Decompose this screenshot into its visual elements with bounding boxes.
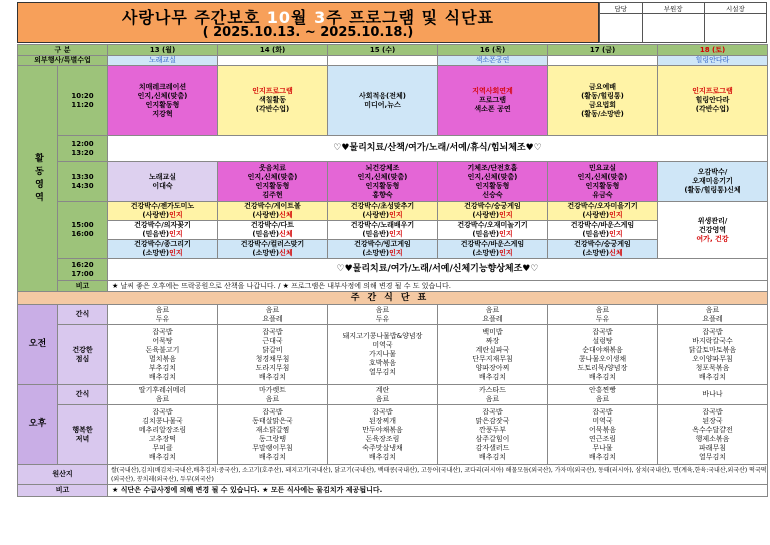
program-line: 인지프로그램 [692,87,733,95]
program-line: (사랑반)인지 [472,211,513,219]
menu-item: 두유 [595,314,610,323]
table-row [18,465,768,485]
evening-banner: ♡♥물리치료/여가/노래/서예/신체기능향상체조♥♡ [108,259,768,281]
approval-label-2: 부원장 [642,3,704,14]
menu-item: 무나물 [592,443,613,452]
menu-item: 음료 [265,394,280,403]
menu-item: 옥수수달걀전 [692,425,733,434]
program-cell [328,221,438,240]
menu-item: 음료 [155,305,170,314]
day-header: 18 (토) [658,45,768,56]
menu-item: 감자샐러드 [475,443,510,452]
menu-item: 근대국 [262,336,283,345]
program-cell [548,221,658,240]
program-line: (믿음반)인지 [362,230,403,238]
menu-item: 안흥찐빵 [588,385,617,394]
activity-section-label: 활동영역 [18,66,58,292]
lunch-break-banner: ♡♥물리치료/산책/여가/노래/서예/휴식/힘뇌체조♥♡ [108,136,768,162]
menu-item: 잡곡밥 [152,327,173,336]
program-line: 오재미응기기 [692,177,733,185]
outside-event [218,56,328,66]
meal-notes-label: 비고 [18,485,108,497]
menu-item: 백미밥 [482,327,503,336]
menu-item: 청포묵볶음 [695,363,730,372]
menu-item: 동태살맑은국 [252,416,293,425]
program-cell [548,202,658,221]
menu-item: 단무지재무침 [472,354,513,363]
program-line: 건강박수/바운스게임 [460,240,525,248]
menu-item: 잡곡밥 [592,407,613,416]
day-header: 13 (월) [108,45,218,56]
menu-item: 바나나 [702,390,723,398]
menu-item: 잡곡밥 [262,407,283,416]
time-slot: 15:00 16:00 [58,202,108,259]
program-line: 지강혁 [152,109,173,118]
program-line: (소망반)인지 [362,249,403,257]
table-row [18,305,768,325]
menu-item: 양파장아찌 [475,363,510,372]
menu-cell [438,405,548,465]
sheet-header [17,2,599,43]
approval-sign-3[interactable] [704,14,766,43]
program-line: 인지,신체(맞춤) [247,172,298,181]
outside-event [548,56,658,66]
menu-item: 삼주갈힘이 [475,434,510,443]
menu-item: 도토리묵/양념장 [577,363,628,372]
program-line: 색칠활동 [258,96,287,104]
program-line: 건강영역 [698,225,727,234]
notes-label: 비고 [58,281,108,292]
time-slot: 10:20 11:20 [58,66,108,136]
menu-cell [218,305,328,325]
program-line: 인지활동형 [255,181,290,190]
program-line: 인지,신체(맞춤) [577,172,628,181]
program-cell [548,66,658,136]
menu-item: 배추김치 [698,372,727,381]
menu-item: 짜장 [485,336,500,345]
program-cell [328,240,438,259]
menu-item: 배추김치 [588,372,617,381]
program-line: 이대숙 [152,181,173,190]
program-cell [438,221,548,240]
program-line: 프로그램 [478,96,507,104]
day-header: 16 (목) [438,45,548,56]
day-header: 14 (화) [218,45,328,56]
origin-info: 쌀(국내산),김치(배김치:국내산,배추김치:중국산), 소고기(호주산), 돼지고기(국내산), 닭고기(국내산), 백태콩(국내산), 고등어(국내산), 코다리(러시아) 해물모듬(외국산), 가자미(외국산), 동태(러시아), 삼치(국내산), 면(계육,한육:국내산,외국산) 떡국떡(외국산), 꽁치레(외국산), 두부(외국산) [108,465,768,485]
menu-item: 계란실파국 [475,345,510,354]
table-row [18,66,768,136]
menu-item: 김치콩나물국 [142,416,183,425]
menu-item: 음료 [375,305,390,314]
menu-item: 음료 [595,394,610,403]
program-line: (소망반)신체 [582,249,623,257]
time-slot: 12:00 13:20 [58,136,108,162]
table-row [18,240,768,259]
menu-cell [328,385,438,405]
menu-item: 요플레 [702,314,723,323]
program-cell [328,66,438,136]
menu-item: 미역국 [372,341,393,349]
snack-label: 간식 [58,385,108,405]
menu-item: 어묵볶음 [588,425,617,434]
menu-item: 음료 [595,305,610,314]
program-line: (사랑반)신체 [252,211,293,219]
menu-item: 설렁탕 [592,336,613,345]
menu-cell [328,405,438,465]
menu-item: 요플레 [262,314,283,323]
schedule-table [17,44,768,497]
menu-cell [438,325,548,385]
program-line: 홍향숙 [372,190,393,199]
table-row [18,385,768,405]
time-slot: 13:30 14:30 [58,162,108,202]
program-line: 인지,신체(맞춤) [357,172,408,181]
menu-item: 가지나물 [368,350,397,358]
program-line: (각반수업) [255,105,290,113]
program-line: (사랑반)인지 [362,211,403,219]
program-line: (믿음반)인지 [582,230,623,238]
time-slot: 16:20 17:00 [58,259,108,281]
menu-item: 음료 [155,394,170,403]
menu-item: 오이양파무침 [692,354,733,363]
program-line: (사랑반)인지 [582,211,623,219]
title-month-unit: 월 [291,8,308,27]
menu-item: 멸치볶음 [148,354,177,363]
program-line: (소망반)인지 [142,249,183,257]
program-line: 민요교실 [588,163,617,172]
title-week: 3 [314,8,327,27]
menu-item: 계란 [375,385,390,394]
menu-item: 배추김치 [588,452,617,461]
menu-cell [218,405,328,465]
program-cell [328,162,438,202]
program-line: 색소폰 공연 [474,105,511,113]
menu-item: 열무김치 [698,452,727,461]
program-cell [548,240,658,259]
table-row [18,259,768,281]
table-row [18,281,768,292]
menu-item: 잡곡밥 [372,407,393,416]
program-line: 오감박수/ [697,168,728,176]
menu-item: 콩나물오이생채 [578,354,627,363]
program-cell [548,162,658,202]
menu-item: 딸기후레쉬메리 [138,385,187,394]
program-cell [108,240,218,259]
approval-label-3: 시설장 [704,3,766,14]
program-cell [658,162,768,202]
menu-item: 어묵탕 [152,336,173,345]
program-line: 건강박수/초성맞추기 [350,202,415,210]
menu-item: 카스타드 [478,385,507,394]
meal-notes: ★ 식단은 수급사정에 의해 변경 될 수 있습니다. ★ 모든 식사에는 물김치가 제공됩니다. [108,485,768,497]
origin-label: 원산지 [18,465,108,485]
menu-item: 된장국 [702,416,723,425]
program-line: 기체조/단전호흡 [467,163,518,172]
menu-item: 닭갈토마토볶음 [688,345,737,354]
program-line: 건강박수/게이트볼 [244,202,301,210]
program-line: (각반수업) [695,105,730,113]
menu-item: 배추김치 [148,372,177,381]
menu-item: 두유 [375,314,390,323]
program-line: 치매레크레이션 [138,82,187,91]
program-line: 인지활동형 [585,181,620,190]
outside-event: 노래교실 [108,56,218,66]
program-line: 건강박수/노래배우기 [350,221,415,229]
meal-table-title: 주간식단표 [18,292,768,305]
program-cell [438,202,548,221]
menu-item: 잡곡밥 [592,327,613,336]
program-line: 건강박수/빙고게임 [354,240,411,248]
menu-item: 숙주맛살냉채 [362,443,403,452]
menu-cell [438,385,548,405]
program-line: 미디어,뉴스 [364,100,401,109]
program-line: 건강박수/숭궁게임 [464,202,521,210]
menu-item: 음료 [705,305,720,314]
menu-item: 열무김치 [368,368,397,376]
program-line: 웃음치료 [258,163,287,172]
menu-cell [658,305,768,325]
menu-item: 음료 [485,394,500,403]
program-line: (사랑반)인지 [142,211,183,219]
table-row [18,405,768,465]
menu-cell [328,305,438,325]
program-cell [108,66,218,136]
menu-cell [108,405,218,465]
menu-cell [218,325,328,385]
program-line: (믿음반)인지 [142,230,183,238]
program-cell [218,202,328,221]
program-line: 힐링안다라 [695,96,730,104]
menu-item: 잡곡밥 [152,407,173,416]
program-line: 인지활동형 [145,100,180,109]
day-header: 17 (금) [548,45,658,56]
menu-item: 만두야채볶음 [362,425,403,434]
afternoon-label: 오후 [18,385,58,465]
table-row [18,45,768,56]
menu-item: 무말랭이무침 [252,443,293,452]
menu-cell [548,325,658,385]
menu-item: 재소닭갈찜 [255,425,290,434]
menu-item: 잡곡밥 [262,327,283,336]
program-line: (활동/힐링통) [581,91,624,100]
menu-item: 닭갈비 [262,345,283,354]
title-suffix: 주 프로그램 및 식단표 [326,8,495,27]
menu-item: 배추김치 [368,452,397,461]
menu-cell [108,385,218,405]
title-month: 10 [266,8,292,27]
approval-box [599,2,767,43]
menu-cell [108,325,218,385]
snack-label: 간식 [58,305,108,325]
table-row [18,221,768,240]
menu-item: 배추김치 [258,372,287,381]
menu-item: 돼지고기콩나물밥&양념장 [342,332,423,340]
program-line: (활동/힐링통)신체 [684,186,741,194]
lunch-label: 건강한 점심 [58,325,108,385]
menu-item: 배추김치 [478,372,507,381]
program-line: 인지,신체(맞춤) [137,91,188,100]
menu-item: 행제소볶음 [695,434,730,443]
program-line: 건강박수/종그리기 [134,240,191,248]
program-line: (소망반)신체 [252,249,293,257]
menu-item: 호박볶음 [368,359,397,367]
morning-label: 오전 [18,305,58,385]
menu-item: 잡곡밥 [482,407,503,416]
program-line: 금요법회 [588,100,617,109]
program-line: 건강박수/의자꽂기 [134,221,191,229]
program-cell [438,66,548,136]
menu-item: 음료 [265,305,280,314]
program-cell [218,66,328,136]
menu-item: 메추리알장조림 [138,425,187,434]
menu-item: 파래무침 [698,443,727,452]
program-line: 위생관리/ [697,216,728,225]
menu-item: 돈육불고기 [145,345,180,354]
program-cell [108,202,218,221]
menu-item: 두유 [155,314,170,323]
menu-cell [328,325,438,385]
program-line: 인지,신체(맞춤) [467,172,518,181]
program-line: (믿음반)인지 [472,230,513,238]
program-cell [658,202,768,259]
program-line: 사회적응(전체) [359,91,406,100]
program-cell [658,66,768,136]
program-cell [218,162,328,202]
program-line: 노래교실 [148,172,177,181]
menu-item: 돈육장조림 [365,434,400,443]
program-line: (활동/소망반) [581,109,624,118]
menu-cell [108,305,218,325]
menu-item: 바지락칼국수 [692,336,733,345]
approval-sign-2[interactable] [642,14,704,43]
program-line: (믿음반)신체 [252,230,293,238]
menu-item: 요플레 [482,314,503,323]
program-line: 건강박수/오자미을기기 [567,202,638,210]
sheet-period: ( 2025.10.13. ~ 2025.10.18.) [202,25,414,40]
schedule-notes: ★ 날씨 좋은 오후에는 뜨락공원으로 산책을 나갑니다. / ★ 프로그램은 내부사정에 의해 변경 될 수 도 있습니다. [108,281,768,292]
program-line: 지역사회연계 [472,87,513,95]
col-header-category: 구 분 [18,45,108,56]
program-cell [218,221,328,240]
menu-item: 맑은감잣국 [475,416,510,425]
table-row [18,56,768,66]
table-row [18,325,768,385]
program-cell [108,221,218,240]
menu-cell [548,305,658,325]
menu-item: 고추장떡 [148,434,177,443]
menu-cell [548,405,658,465]
program-line: 신승숙 [482,190,503,199]
program-line: (소망반)인지 [472,249,513,257]
program-cell [218,240,328,259]
program-cell [108,162,218,202]
menu-item: 잡곡밥 [702,327,723,336]
program-line: 뇌건강체조 [365,163,400,172]
menu-cell [658,385,768,405]
menu-item: 미역국 [592,416,613,425]
table-row [18,162,768,202]
menu-cell [548,385,658,405]
program-line: 건강박수/젠가도미노 [130,202,195,210]
menu-item: 도라지무침 [255,363,290,372]
day-header: 15 (수) [328,45,438,56]
table-row [18,136,768,162]
program-line: 건강박수/숭궁게임 [574,240,631,248]
menu-cell [658,405,768,465]
program-line: 건강박수/바운스게임 [570,221,635,229]
table-row [18,485,768,497]
menu-item: 배추김치 [478,452,507,461]
menu-cell [438,305,548,325]
title-center-name: 사랑나무 주간보호 [121,8,261,27]
outside-event [328,56,438,66]
menu-item: 동그랑땡 [258,434,287,443]
outside-event: 색소폰공연 [438,56,548,66]
program-line: 금요예배 [588,82,617,91]
approval-label-1: 담당 [600,3,643,14]
program-line: 김주현 [262,190,283,199]
program-cell [438,162,548,202]
menu-item: 깐풍두부 [478,425,507,434]
program-line: 인지활동형 [475,181,510,190]
program-line: 건강박수/컬러스맞기 [240,240,305,248]
approval-sign-1[interactable] [600,14,643,43]
menu-item: 음료 [485,305,500,314]
program-cell [438,240,548,259]
menu-item: 순대야채볶음 [582,345,623,354]
dinner-label: 행복한 저녁 [58,405,108,465]
menu-item: 연근조림 [588,434,617,443]
menu-item: 음료 [375,394,390,403]
menu-item: 청경채무침 [255,354,290,363]
program-line: 인지활동형 [365,181,400,190]
program-line: 인지프로그램 [252,87,293,95]
menu-item: 배추김치 [148,452,177,461]
outside-event: 힐링안다라 [658,56,768,66]
program-line: 유금숙 [592,190,613,199]
outside-events-label: 외부행사/특별수업 [18,56,108,66]
menu-cell [658,325,768,385]
menu-item: 배추김치 [258,452,287,461]
table-row [18,292,768,305]
program-line: 건강박수/오재미놀기기 [457,221,528,229]
menu-item: 무피클 [152,443,173,452]
menu-cell [218,385,328,405]
program-line: 여가, 건강 [696,234,729,243]
table-row [18,202,768,221]
menu-item: 부추김치 [148,363,177,372]
program-cell [328,202,438,221]
program-line: 건강박수/다트 [250,221,295,229]
menu-item: 잡곡밥 [702,407,723,416]
menu-item: 된장찌개 [368,416,397,425]
menu-item: 마가렛트 [258,385,287,394]
